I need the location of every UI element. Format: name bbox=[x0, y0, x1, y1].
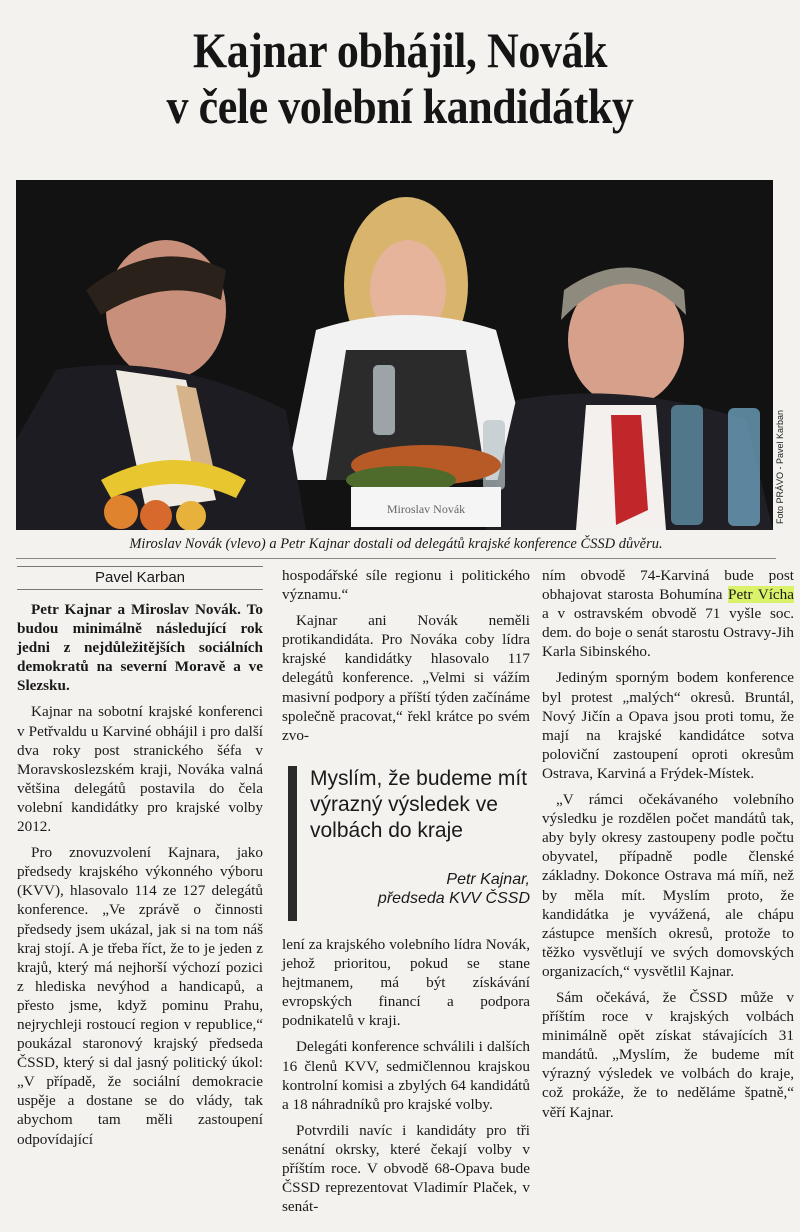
article-column-2-top bbox=[282, 566, 530, 745]
headline-line-2: v čele volební kandidátky bbox=[166, 78, 634, 134]
paragraph bbox=[542, 566, 794, 661]
paragraph: Kajnar na sobotní krajské konferenci v Petřvaldu u Karviné obhájil i pro další dva roky post stranického šéfa v Moravskoslezském kraji, Nováka valná většina delegátů postavila do čela volební kandidátky pro krajské volby 2012. bbox=[17, 703, 263, 836]
photo-caption: Miroslav Novák (vlevo) a Petr Kajnar dostali od delegátů krajské konference ČSSD důvěru. bbox=[16, 534, 776, 559]
paragraph: „V rámci očekávaného volebního výsledku je rozdělen počet mandátů tak, aby byly okresy zastoupeny podle počtu obyvatel, případně podle členské základny. Dokonce Ostrava má míň, než by měla mít. Myslím proto, že kandidátka je vyvážená, ale chápu zástupce menších okresů, protože to těžko vysvětlují ve svých domovských organizacích,“ vysvětlil Kajnar. bbox=[542, 791, 794, 980]
text-run: ním obvodě 74-Karviná bude post obhajovat starosta Bohumína bbox=[542, 567, 794, 604]
article-lead: Petr Kajnar a Miroslav Novák. To budou minimálně následující rok jedni z nejdůležitějších sociálních demokratů na severní Moravě a ve Slezsku. bbox=[17, 601, 263, 695]
quote-role: předseda KVV ČSSD bbox=[377, 890, 530, 907]
quote-text: Myslím, že budeme mít výrazný výsledek ve volbách do kraje bbox=[310, 767, 528, 842]
paragraph: Pro znovuzvolení Kajnara, jako předsedy krajského výkonného výboru (KVV), hlasovalo 114 ze 127 delegátů konference. „Ve zprávě o činnosti předsedy jsem ukázal, jak si na tom náš kraj stojí. A je třeba říct, že to je jeden z krajů, který má nejhorší výchozí pozici z hlediska nevýhod a handicapů, a přesto jsme, když pominu Prahu, nejrychleji rostoucí region v republice,“ poukázal staronový krajský předseda ČSSD, který si dal jasný politický úkol: „V případě, že sociální demokracie uspěje a dostane se do vlády, tak abychom tam měli zastoupení odpovídající bbox=[17, 844, 263, 1148]
paragraph: hospodářské síle regionu i politického významu.“ bbox=[282, 567, 530, 604]
headline-line-1: Kajnar obhájil, Novák bbox=[192, 22, 608, 78]
pull-quote bbox=[282, 760, 530, 928]
paragraph: Jediným sporným bodem konference byl protest „malých“ okresů. Bruntál, Nový Jičín a Opava jsou proti tomu, že mají na krajské kandidátce sotva poloviční zastoupení oproti okresům Ostrava, Karviná a Frýdek-Místek. bbox=[542, 669, 794, 782]
quote-author: Petr Kajnar, bbox=[446, 871, 530, 888]
article-column-3 bbox=[542, 566, 794, 1122]
quote-attribution bbox=[310, 870, 530, 908]
author-byline: Pavel Karban bbox=[17, 566, 263, 590]
text-run: a v ostravském obvodě 71 vyšle soc. dem. do boje o senát starostu Ostravy-Jih Karla Sibinského. bbox=[542, 605, 794, 661]
highlighted-name: Petr Vícha bbox=[728, 586, 794, 604]
paragraph: Potvrdili navíc i kandidáty pro tři senátní okrsky, které čekají volby v příštím roce. V obvodě 68-Opava bude ČSSD reprezentovat Vladimír Plaček, v senát- bbox=[282, 1121, 530, 1216]
paragraph: lení za krajského volebního lídra Novák, jehož prioritou, pokud se stane hejtmanem, má být získávání evropských financí a podpora podnikatelů v kraji. bbox=[282, 936, 530, 1030]
quote-bar bbox=[288, 766, 297, 921]
nameplate-text: Miroslav Novák bbox=[386, 502, 466, 516]
article-photo bbox=[16, 180, 773, 530]
paragraph: Kajnar ani Novák neměli protikandidáta. Pro Nováka coby lídra krajské kandidátky hlasovalo 117 delegátů konference. „Velmi si vážím masivní podpory a příští týden začínáme společně pracovat,“ řekl krátce po svém zvo- bbox=[282, 612, 530, 744]
photo-credit: Foto PRÁVO - Pavel Karban bbox=[775, 409, 785, 524]
article-column-1 bbox=[17, 566, 263, 1149]
article-column-2-bottom bbox=[282, 935, 530, 1216]
headline bbox=[48, 22, 752, 134]
paragraph: Sám očekává, že ČSSD může v příštím roce v krajských volbách minimálně opět získat stávajících 31 mandátů. „Myslím, že budeme mít výrazný výsledek ve volbách do kraje, což prokáže, že to neděláme špatně,“ věří Kajnar. bbox=[542, 988, 794, 1121]
paragraph: Delegáti konference schválili i dalších 16 členů KVV, sedmičlennou krajskou kontrolní komisi a zbylých 64 kandidátů a 18 náhradníků pro krajské volby. bbox=[282, 1038, 530, 1113]
